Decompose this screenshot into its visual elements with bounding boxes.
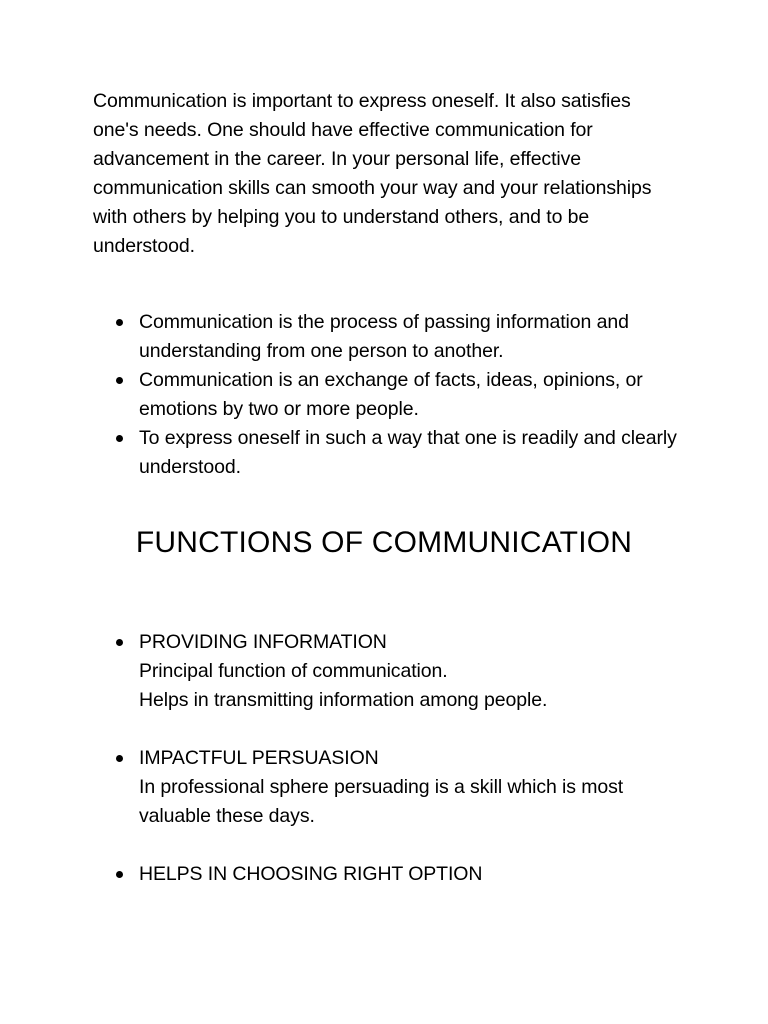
definition-text: To express oneself in such a way that one is readily and clearly understood. [139,427,677,478]
intro-paragraph: Communication is important to express oneself. It also satisfies one's needs. One should have effective communication for advancement in the career. In your personal life, effective communication skills can smooth your way and your relationships with others by helping you to understand others, and to be understood. [93,90,652,257]
function-item-impactful-persuasion [93,744,678,831]
bullet-icon [116,319,123,326]
bullet-icon [116,871,123,878]
function-title: HELPS IN CHOOSING RIGHT OPTION [139,863,483,885]
function-title: IMPACTFUL PERSUASION [139,747,379,769]
function-description: Principal function of communication. [139,660,448,682]
bullet-icon [116,377,123,384]
list-item [93,424,678,482]
list-item [93,860,678,889]
bullet-icon [116,755,123,762]
definition-text: Communication is the process of passing information and understanding from one person to another. [139,311,629,362]
list-item [93,308,678,366]
bullet-icon [116,639,123,646]
list-item [93,628,678,715]
function-item-providing-information [93,628,678,715]
definition-text: Communication is an exchange of facts, ideas, opinions, or emotions by two or more people. [139,369,643,420]
function-description: In professional sphere persuading is a skill which is most valuable these days. [139,776,624,827]
list-item [93,744,678,831]
function-description: Helps in transmitting information among people. [139,689,548,711]
section-heading: FUNCTIONS OF COMMUNICATION [135,526,633,559]
list-item [93,366,678,424]
definitions-list [93,308,678,482]
function-title: PROVIDING INFORMATION [139,631,387,653]
function-item-choosing-right-option [93,860,678,889]
bullet-icon [116,435,123,442]
